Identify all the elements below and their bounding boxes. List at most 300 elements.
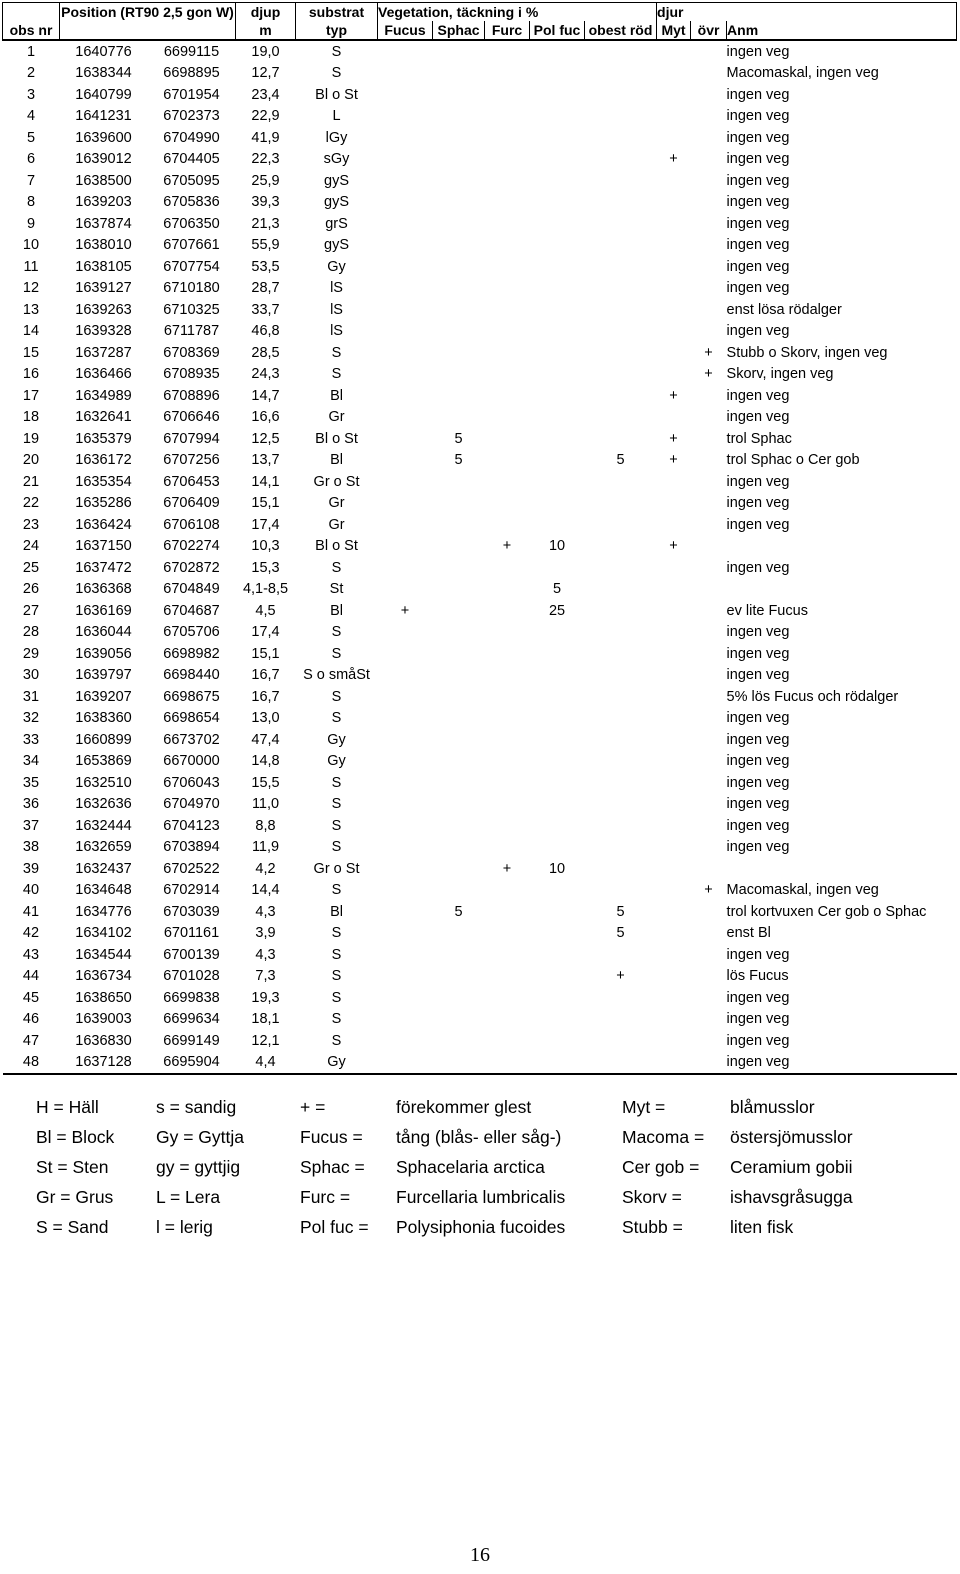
cell-anm: ingen veg	[726, 667, 790, 684]
cell-depth: 4,3	[255, 903, 276, 920]
cell-obs-nr: 9	[26, 215, 36, 232]
cell-depth: 16,6	[251, 409, 280, 426]
cell-ovr	[691, 256, 727, 278]
cell-anm: ingen veg	[726, 710, 790, 727]
cell-sphac	[433, 149, 485, 171]
cell-sphac	[433, 665, 485, 687]
cell-ovr	[691, 708, 727, 730]
cell-depth: 19,0	[251, 43, 280, 60]
cell-myt	[657, 493, 691, 515]
cell-position-x: 1637874	[75, 215, 132, 232]
cell-obest-rod	[585, 557, 657, 579]
cell-anm: ingen veg	[726, 624, 790, 641]
cell-pol-fuc	[530, 299, 585, 321]
table-row	[3, 622, 957, 644]
cell-obest-rod	[585, 213, 657, 235]
cell-fucus	[378, 428, 433, 450]
cell-anm: Skorv, ingen veg	[726, 366, 834, 383]
legend-row	[36, 1092, 930, 1122]
cell-anm	[727, 579, 957, 601]
cell-position-y: 6706043	[163, 774, 220, 791]
cell-anm: ev lite Fucus	[726, 602, 808, 619]
cell-substrate: lS	[330, 280, 343, 297]
cell-sphac	[433, 235, 485, 257]
cell-anm: ingen veg	[726, 387, 790, 404]
cell-ovr	[691, 600, 727, 622]
cell-obs-nr: 44	[22, 968, 40, 985]
cell-ovr	[691, 751, 727, 773]
cell-furc	[485, 149, 530, 171]
table-row	[3, 149, 957, 171]
header-sphac: Sphac	[433, 21, 485, 40]
cell-pol-fuc	[530, 1052, 585, 1075]
cell-position-x: 1653869	[75, 753, 132, 770]
cell-obs-nr: 33	[22, 731, 40, 748]
cell-obs-nr: 10	[22, 237, 40, 254]
cell-position-y: 6705706	[163, 624, 220, 641]
legend-entry: S = Sand	[36, 1216, 109, 1237]
legend-entry: L = Lera	[156, 1186, 221, 1207]
cell-myt	[657, 63, 691, 85]
cell-pol-fuc	[530, 256, 585, 278]
cell-substrate: Gr	[328, 495, 345, 512]
cell-pol-fuc	[530, 40, 585, 63]
cell-depth: 16,7	[251, 667, 280, 684]
table-row	[3, 600, 957, 622]
cell-fucus	[378, 665, 433, 687]
table-row	[3, 944, 957, 966]
cell-anm: enst Bl	[726, 925, 771, 942]
cell-fucus	[378, 450, 433, 472]
cell-obs-nr: 43	[22, 946, 40, 963]
cell-obest-rod	[585, 600, 657, 622]
cell-pol-fuc	[530, 815, 585, 837]
cell-fucus	[378, 342, 433, 364]
cell-myt	[657, 471, 691, 493]
cell-sphac	[433, 600, 485, 622]
cell-position-y: 6701954	[163, 86, 220, 103]
cell-myt	[657, 944, 691, 966]
cell-fucus	[378, 299, 433, 321]
cell-position-y: 6707256	[163, 452, 220, 469]
cell-anm: ingen veg	[726, 86, 790, 103]
cell-position-x: 1632444	[75, 817, 132, 834]
table-row	[3, 235, 957, 257]
cell-fucus	[378, 1030, 433, 1052]
cell-anm: enst lösa rödalger	[726, 301, 842, 318]
cell-obest-rod: +	[616, 968, 625, 985]
cell-ovr	[691, 84, 727, 106]
cell-obs-nr: 2	[26, 65, 36, 82]
cell-position-y: 6707661	[163, 237, 220, 254]
cell-ovr	[691, 149, 727, 171]
header-cell	[148, 21, 236, 40]
cell-pol-fuc	[530, 686, 585, 708]
header-obest-rod: obest röd	[585, 21, 657, 40]
cell-obest-rod	[585, 235, 657, 257]
cell-position-x: 1660899	[75, 731, 132, 748]
cell-position-y: 6704970	[163, 796, 220, 813]
table-row	[3, 514, 957, 536]
cell-anm: ingen veg	[726, 258, 790, 275]
cell-position-y: 6702914	[163, 882, 220, 899]
legend-row	[36, 1122, 930, 1152]
cell-myt	[657, 321, 691, 343]
cell-pol-fuc	[530, 149, 585, 171]
header-anm: Anm	[727, 21, 957, 40]
cell-obs-nr: 23	[22, 516, 40, 533]
cell-ovr	[691, 901, 727, 923]
table-row	[3, 901, 957, 923]
cell-ovr: +	[704, 882, 713, 899]
cell-pol-fuc	[530, 127, 585, 149]
cell-furc	[485, 600, 530, 622]
cell-fucus	[378, 407, 433, 429]
cell-fucus	[378, 106, 433, 128]
cell-position-x: 1637287	[75, 344, 132, 361]
cell-myt: +	[669, 430, 678, 447]
cell-pol-fuc	[530, 321, 585, 343]
cell-sphac	[433, 966, 485, 988]
cell-ovr	[691, 987, 727, 1009]
cell-ovr	[691, 40, 727, 63]
cell-position-y: 6702373	[163, 108, 220, 125]
cell-pol-fuc	[530, 471, 585, 493]
cell-position-y: 6705095	[163, 172, 220, 189]
cell-anm: ingen veg	[726, 559, 790, 576]
header-cell	[60, 21, 148, 40]
cell-position-x: 1639012	[75, 151, 132, 168]
table-row	[3, 923, 957, 945]
cell-position-x: 1637472	[75, 559, 132, 576]
cell-myt: +	[669, 151, 678, 168]
cell-position-y: 6704123	[163, 817, 220, 834]
header-animals: djur	[657, 3, 727, 22]
cell-furc	[485, 40, 530, 63]
cell-pol-fuc	[530, 1009, 585, 1031]
cell-pol-fuc	[530, 84, 585, 106]
cell-obs-nr: 8	[26, 194, 36, 211]
cell-obest-rod	[585, 858, 657, 880]
cell-obs-nr: 26	[22, 581, 40, 598]
cell-fucus	[378, 256, 433, 278]
legend-entry: Gy = Gyttja	[156, 1126, 245, 1147]
table-row	[3, 1030, 957, 1052]
table-row	[3, 364, 957, 386]
cell-furc: +	[502, 538, 512, 555]
cell-obest-rod	[585, 256, 657, 278]
cell-substrate: grS	[325, 215, 348, 232]
cell-depth: 11,0	[251, 796, 280, 813]
cell-position-y: 6703039	[163, 903, 220, 920]
cell-obs-nr: 13	[22, 301, 40, 318]
cell-furc	[485, 729, 530, 751]
cell-furc	[485, 815, 530, 837]
legend-entry: St = Sten	[36, 1156, 109, 1177]
cell-position-x: 1638360	[75, 710, 132, 727]
header-cell	[727, 3, 957, 22]
cell-position-x: 1639056	[75, 645, 132, 662]
cell-obs-nr: 17	[22, 387, 40, 404]
legend-entry: H = Häll	[36, 1096, 99, 1117]
cell-ovr	[691, 514, 727, 536]
legend-entry: Furc =	[300, 1186, 351, 1207]
cell-position-y: 6701161	[163, 925, 220, 942]
cell-myt	[657, 751, 691, 773]
cell-furc	[485, 256, 530, 278]
cell-sphac	[433, 364, 485, 386]
cell-sphac	[433, 40, 485, 63]
table-row	[3, 170, 957, 192]
cell-depth: 47,4	[251, 731, 280, 748]
cell-ovr	[691, 407, 727, 429]
cell-position-y: 6702872	[163, 559, 220, 576]
cell-sphac: 5	[454, 430, 463, 447]
cell-position-y: 6704849	[163, 581, 220, 598]
cell-position-y: 6708896	[163, 387, 220, 404]
cell-pol-fuc	[530, 342, 585, 364]
header-position: Position (RT90 2,5 gon W)	[61, 4, 234, 20]
cell-fucus	[378, 772, 433, 794]
cell-substrate: S	[331, 43, 342, 60]
cell-sphac	[433, 944, 485, 966]
cell-myt	[657, 966, 691, 988]
cell-depth: 10,3	[251, 538, 280, 555]
cell-furc	[485, 923, 530, 945]
cell-fucus	[378, 1052, 433, 1075]
cell-position-x: 1638650	[75, 989, 132, 1006]
cell-furc	[485, 127, 530, 149]
cell-obs-nr: 22	[22, 495, 40, 512]
cell-furc	[485, 170, 530, 192]
cell-pol-fuc	[530, 794, 585, 816]
cell-fucus	[378, 987, 433, 1009]
cell-sphac	[433, 729, 485, 751]
cell-position-y: 6706409	[163, 495, 220, 512]
cell-substrate: S	[331, 882, 342, 899]
cell-substrate: Gy	[327, 258, 346, 275]
table-row	[3, 557, 957, 579]
cell-substrate: Bl o St	[315, 430, 358, 447]
cell-sphac	[433, 880, 485, 902]
cell-furc	[485, 514, 530, 536]
cell-obs-nr: 6	[26, 151, 36, 168]
cell-obest-rod	[585, 536, 657, 558]
cell-ovr	[691, 428, 727, 450]
cell-myt	[657, 772, 691, 794]
cell-ovr	[691, 772, 727, 794]
cell-sphac	[433, 471, 485, 493]
cell-obs-nr: 18	[22, 409, 40, 426]
cell-obest-rod	[585, 643, 657, 665]
cell-position-x: 1638105	[75, 258, 132, 275]
cell-position-x: 1635354	[75, 473, 132, 490]
cell-pol-fuc: 5	[552, 581, 562, 598]
cell-depth: 46,8	[251, 323, 280, 340]
cell-depth: 15,5	[251, 774, 280, 791]
header-cell	[3, 3, 60, 22]
cell-substrate: S	[331, 65, 342, 82]
table-row	[3, 299, 957, 321]
cell-obest-rod: 5	[616, 903, 625, 920]
cell-sphac	[433, 106, 485, 128]
cell-anm: ingen veg	[726, 280, 790, 297]
cell-furc	[485, 901, 530, 923]
cell-furc	[485, 880, 530, 902]
cell-position-y: 6699149	[163, 1032, 220, 1049]
cell-position-y: 6699115	[163, 43, 220, 60]
cell-pol-fuc	[530, 428, 585, 450]
cell-substrate: gyS	[324, 237, 350, 254]
cell-depth: 17,4	[251, 516, 280, 533]
cell-obest-rod	[585, 407, 657, 429]
cell-position-y: 6698440	[163, 667, 220, 684]
cell-depth: 15,1	[251, 495, 280, 512]
cell-depth: 41,9	[251, 129, 280, 146]
cell-sphac	[433, 987, 485, 1009]
cell-obest-rod	[585, 772, 657, 794]
cell-myt	[657, 686, 691, 708]
cell-fucus	[378, 192, 433, 214]
cell-furc	[485, 643, 530, 665]
cell-position-y: 6698654	[163, 710, 220, 727]
cell-position-y: 6698895	[163, 65, 220, 82]
cell-pol-fuc	[530, 708, 585, 730]
header-myt: Myt	[657, 21, 691, 40]
cell-anm: Stubb o Skorv, ingen veg	[726, 344, 888, 361]
legend-entry: Myt =	[622, 1096, 666, 1117]
cell-fucus	[378, 471, 433, 493]
cell-substrate: Bl	[330, 387, 343, 404]
cell-position-y: 6710180	[163, 280, 220, 297]
cell-fucus: +	[400, 602, 410, 619]
cell-furc	[485, 63, 530, 85]
cell-position-x: 1636830	[75, 1032, 132, 1049]
cell-sphac	[433, 493, 485, 515]
cell-furc	[485, 342, 530, 364]
cell-anm: ingen veg	[726, 796, 790, 813]
cell-depth: 16,7	[251, 688, 280, 705]
cell-obs-nr: 27	[22, 602, 40, 619]
cell-ovr	[691, 729, 727, 751]
cell-position-y: 6704687	[163, 602, 220, 619]
cell-obs-nr: 35	[22, 774, 40, 791]
cell-myt	[657, 40, 691, 63]
cell-fucus	[378, 1009, 433, 1031]
table-row	[3, 729, 957, 751]
table-row	[3, 686, 957, 708]
cell-sphac	[433, 622, 485, 644]
cell-depth: 4,1-8,5	[242, 581, 289, 598]
cell-obest-rod	[585, 579, 657, 601]
cell-fucus	[378, 794, 433, 816]
cell-furc	[485, 321, 530, 343]
cell-substrate: S	[331, 344, 342, 361]
cell-obest-rod	[585, 192, 657, 214]
cell-obs-nr: 28	[22, 624, 40, 641]
cell-position-y: 6701028	[163, 968, 220, 985]
cell-fucus	[378, 235, 433, 257]
table-row	[3, 321, 957, 343]
cell-myt	[657, 84, 691, 106]
cell-anm: Macomaskal, ingen veg	[726, 65, 879, 82]
cell-anm	[727, 858, 957, 880]
cell-myt	[657, 127, 691, 149]
cell-position-x: 1641231	[75, 108, 132, 125]
cell-ovr	[691, 665, 727, 687]
cell-position-y: 6698982	[163, 645, 220, 662]
cell-furc	[485, 557, 530, 579]
cell-substrate: S	[331, 366, 342, 383]
table-row	[3, 471, 957, 493]
cell-pol-fuc	[530, 665, 585, 687]
cell-obs-nr: 24	[22, 538, 40, 555]
cell-myt	[657, 643, 691, 665]
cell-myt	[657, 514, 691, 536]
cell-depth: 4,5	[255, 602, 276, 619]
cell-position-x: 1639797	[75, 667, 132, 684]
cell-myt	[657, 557, 691, 579]
cell-position-x: 1639207	[75, 688, 132, 705]
cell-myt: +	[669, 538, 678, 555]
cell-pol-fuc	[530, 987, 585, 1009]
cell-sphac	[433, 342, 485, 364]
cell-anm: ingen veg	[726, 645, 790, 662]
cell-obest-rod	[585, 471, 657, 493]
cell-obest-rod	[585, 1052, 657, 1075]
cell-myt	[657, 987, 691, 1009]
cell-myt: +	[669, 452, 678, 469]
cell-position-x: 1639600	[75, 129, 132, 146]
cell-pol-fuc	[530, 63, 585, 85]
cell-depth: 13,7	[251, 452, 280, 469]
cell-fucus	[378, 514, 433, 536]
cell-sphac	[433, 321, 485, 343]
cell-fucus	[378, 708, 433, 730]
table-row	[3, 278, 957, 300]
cell-myt	[657, 213, 691, 235]
header-row-2	[3, 21, 957, 40]
cell-myt	[657, 600, 691, 622]
cell-substrate: S	[331, 645, 342, 662]
cell-depth: 14,4	[251, 882, 280, 899]
cell-anm: ingen veg	[726, 323, 790, 340]
cell-substrate: Gy	[296, 1052, 378, 1075]
cell-ovr	[691, 622, 727, 644]
cell-position-x: 1639003	[75, 1011, 132, 1028]
cell-pol-fuc	[530, 493, 585, 515]
cell-sphac	[433, 536, 485, 558]
cell-pol-fuc	[530, 278, 585, 300]
cell-ovr	[691, 858, 727, 880]
table-row	[3, 1052, 957, 1075]
cell-pol-fuc	[530, 751, 585, 773]
cell-myt	[657, 729, 691, 751]
cell-substrate: S	[331, 946, 342, 963]
cell-fucus	[378, 880, 433, 902]
cell-pol-fuc	[530, 557, 585, 579]
cell-fucus	[378, 643, 433, 665]
cell-fucus	[378, 321, 433, 343]
cell-obs-nr: 3	[26, 86, 36, 103]
cell-depth: 15,3	[251, 559, 280, 576]
cell-position-x: 1640799	[75, 86, 132, 103]
cell-position-y: 6704405	[163, 151, 220, 168]
cell-pol-fuc: 25	[548, 602, 566, 619]
cell-anm: ingen veg	[726, 1011, 790, 1028]
cell-myt	[657, 794, 691, 816]
cell-obs-nr: 11	[23, 258, 39, 275]
